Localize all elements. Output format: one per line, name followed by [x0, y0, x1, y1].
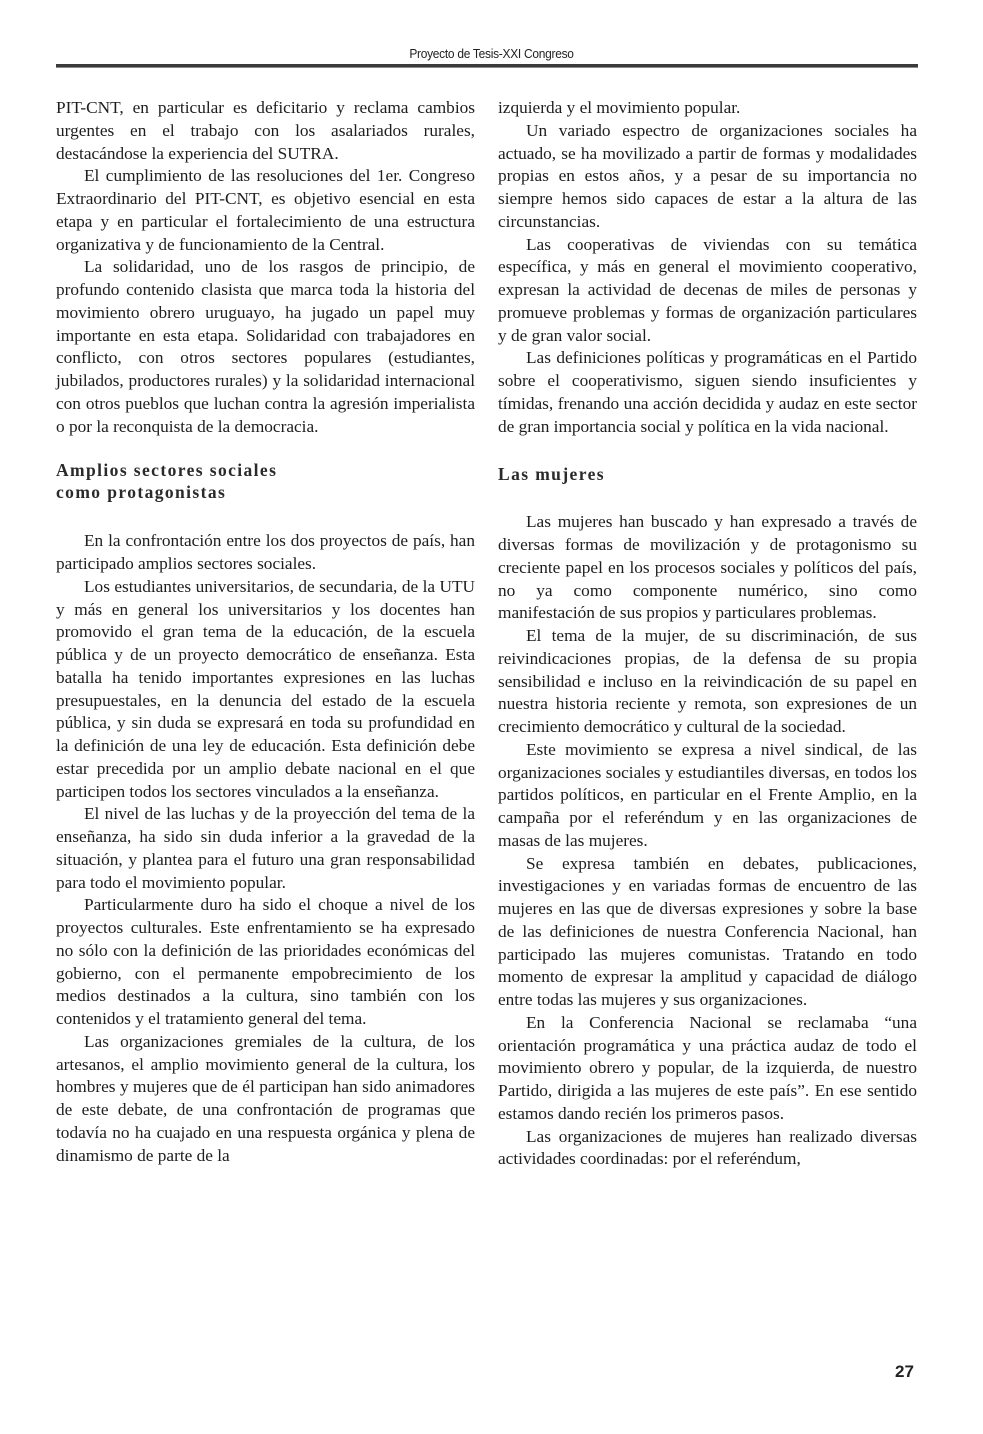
header-rule — [56, 64, 918, 68]
section-heading-line: como protagonistas — [56, 482, 227, 503]
section-heading-line: Amplios sectores sociales — [56, 460, 278, 481]
paragraph: El cumplimiento de las resoluciones del 1er. Congreso Extraordinario del PIT-CNT, es objetivo esencial en esta etapa y en particular el fortalecimiento de una estructura organizativa y de funcionamiento de la Central. — [56, 166, 475, 254]
paragraph: izquierda y el movimiento popular. — [498, 98, 741, 117]
section-heading-las-mujeres: Las mujeres — [498, 464, 605, 485]
spacer — [498, 485, 917, 511]
paragraph: PIT-CNT, en particular es deficitario y reclama cambios urgentes en el trabajo con los asalariados rurales, destacándose la experiencia del SUTRA. — [56, 98, 475, 163]
paragraph: Las organizaciones gremiales de la cultura, de los artesanos, el amplio movimiento general de la cultura, los hombres y mujeres que de él participan han sido animadores de este debate, de una confrontación de programas que todavía no ha cuajado en una respuesta orgánica y plena de dinamismo de parte de la — [56, 1031, 475, 1165]
paragraph: Un variado espectro de organizaciones sociales ha actuado, se ha movilizado a partir de formas y modalidades propias en estos años, y a pesar de su importancia no siempre hemos sido capaces de estar a la altura de las circunstancias. — [498, 120, 917, 231]
running-header: Proyecto de Tesis-XXI Congreso — [409, 46, 574, 61]
left-column — [56, 97, 475, 1167]
paragraph: Se expresa también en debates, publicaciones, investigaciones y en variadas formas de encuentro de las mujeres en las que de diversas expresiones y sobre la base de las definiciones de nuestra Conferencia Nacional, han participado las mujeres comunistas. Tratando en todo momento de expresar la amplitud y capacidad de diálogo entre todas las mujeres y sus organizaciones. — [498, 853, 917, 1009]
paragraph: Particularmente duro ha sido el choque a nivel de los proyectos culturales. Este enfrentamiento se ha expresado no sólo con la definición de las prioridades económicas del gobierno, con el permanente empobrecimiento de los medios destinados a la cultura, sino también con los contenidos y el tratamiento general del tema. — [56, 895, 475, 1028]
paragraph: En la Conferencia Nacional se reclamaba “una orientación programática y una práctica audaz de todo el movimiento obrero y popular, de la izquierda, de nuestro Partido, dirigida a las mujeres de este país”. En ese sentido estamos dando recién los primeros pasos. — [498, 1012, 917, 1123]
paragraph: El tema de la mujer, de su discriminación, de sus reivindicaciones propias, de la defensa de su propia sensibilidad e incluso en la reivindicación de su papel en nuestra historia reciente y remota, son expresiones de un crecimiento democrático y cultural de la sociedad. — [498, 626, 917, 736]
paragraph: Los estudiantes universitarios, de secundaria, de la UTU y más en general los universitarios y los docentes han promovido el gran tema de la educación, de la escuela pública y de un proyecto democrático de enseñanza. Esta batalla ha tenido importantes expresiones en las luchas presupuestales, en la denuncia del estado de la escuela pública, y sin duda se expresará en toda su profundidad en la definición de una ley de educación. Esta definición debe estar precedida por un amplio debate nacional en el que participen todos los sectores vinculados a la enseñanza. — [56, 576, 475, 801]
spacer — [56, 438, 475, 459]
paragraph: El nivel de las luchas y de la proyección del tema de la enseñanza, ha sido sin duda inferior a la gravedad de la situación, y plantea para el futuro una gran responsabilidad para todo el movimiento popular. — [56, 804, 475, 892]
paragraph: Las mujeres han buscado y han expresado a través de diversas formas de movilización y de protagonismo su creciente papel en los procesos sociales y políticos del país, no ya como componente numérico, sino como manifestación de sus propios y particulares problemas. — [498, 512, 917, 623]
paragraph: En la confrontación entre los dos proyectos de país, han participado amplios sectores sociales. — [56, 531, 475, 573]
paragraph: La solidaridad, uno de los rasgos de principio, de profundo contenido clasista que marca toda la historia del movimiento obrero uruguayo, ha jugado un papel muy importante en esta etapa. Solidaridad con trabajadores en conflicto, con otros sectores populares (estudiantes, jubilados, productores rurales) y la solidaridad internacional con otros pueblos que luchan contra la agresión imperialista o por la reconquista de la democracia. — [56, 257, 475, 436]
page-number: 27 — [895, 1362, 914, 1381]
spacer — [498, 438, 917, 463]
paragraph: Este movimiento se expresa a nivel sindical, de las organizaciones sociales y estudiantiles diversas, en todos los partidos políticos, en particular en el Frente Amplio, en la campaña por el referéndum y en las organizaciones de masas de las mujeres. — [498, 739, 917, 850]
spacer — [56, 503, 475, 530]
right-column — [498, 97, 917, 1171]
paragraph: Las definiciones políticas y programáticas en el Partido sobre el cooperativismo, siguen siendo insuficientes y tímidas, frenando una acción decidida y audaz en este sector de gran importancia social y política en la vida nacional. — [498, 348, 917, 436]
paragraph: Las cooperativas de viviendas con su temática específica, y más en general el movimiento cooperativo, expresan la actividad de decenas de miles de personas y promueve problemas y formas de organización particulares y de gran valor social. — [498, 234, 917, 345]
paragraph: Las organizaciones de mujeres han realizado diversas actividades coordinadas: por el referéndum, — [498, 1126, 917, 1169]
section-heading-amplios-sectores — [56, 459, 475, 503]
